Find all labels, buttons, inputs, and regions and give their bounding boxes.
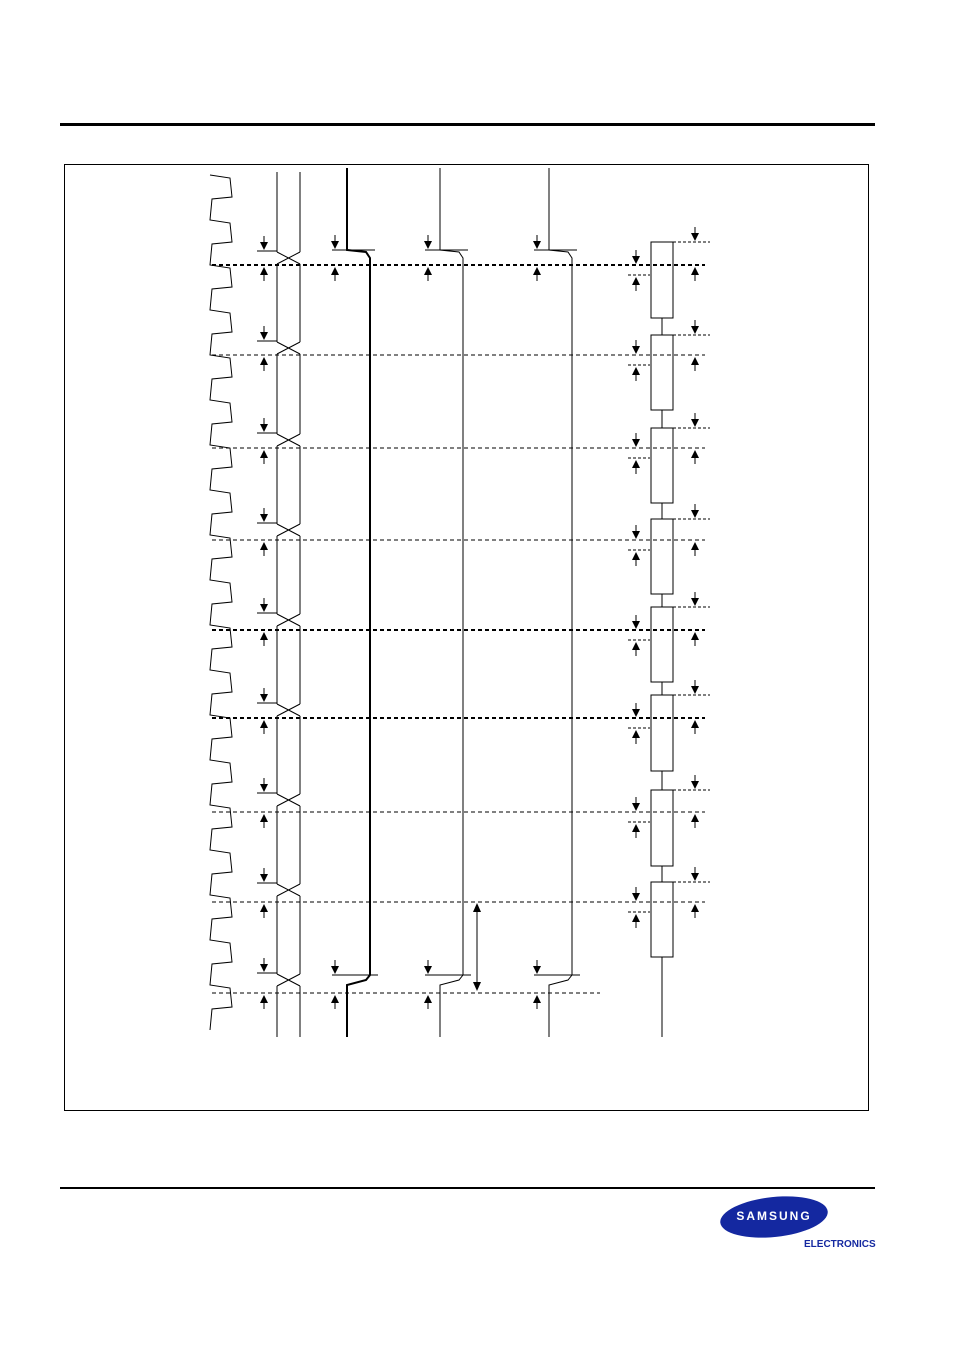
setup-arrow-icon [260, 964, 268, 972]
setup-arrow-icon [691, 510, 699, 518]
hold-arrow-icon [632, 460, 640, 468]
hold-arrow-icon [691, 542, 699, 550]
data-bus-crossing [277, 794, 300, 806]
footer-rule [60, 1187, 875, 1189]
setup-arrow-icon [260, 784, 268, 792]
setup-arrow-icon [691, 781, 699, 789]
hold-arrow-icon [691, 904, 699, 912]
hold-arrow-icon [260, 904, 268, 912]
setup-arrow-icon [260, 424, 268, 432]
hold-arrow-icon [260, 542, 268, 550]
hold-arrow-icon [632, 914, 640, 922]
data-bus-crossing [277, 974, 300, 986]
strobe-box [651, 519, 673, 594]
setup-arrow-icon [260, 514, 268, 522]
hold-arrow-icon [632, 730, 640, 738]
setup-arrow-icon [533, 241, 541, 249]
data-bus-crossing [277, 704, 300, 716]
setup-arrow-icon [632, 893, 640, 901]
data-bus-segment [277, 986, 300, 1037]
setup-arrow-icon [260, 874, 268, 882]
hold-arrow-icon [691, 450, 699, 458]
hold-arrow-icon [691, 720, 699, 728]
data-bus-crossing [277, 884, 300, 896]
hold-arrow-icon [691, 267, 699, 275]
data-bus-segment [277, 446, 300, 524]
setup-arrow-icon [260, 604, 268, 612]
hold-arrow-icon [260, 720, 268, 728]
data-bus-segment [277, 626, 300, 704]
strobe-box [651, 695, 673, 771]
data-bus-crossing [277, 524, 300, 536]
control-signal-waveform [440, 168, 463, 1037]
data-bus-segment [277, 896, 300, 974]
setup-arrow-icon [260, 242, 268, 250]
hold-arrow-icon [260, 357, 268, 365]
strobe-box [651, 428, 673, 503]
hold-arrow-icon [632, 824, 640, 832]
samsung-logo [720, 1197, 876, 1253]
setup-arrow-icon [260, 332, 268, 340]
setup-arrow-icon [691, 686, 699, 694]
logo-subtitle: ELECTRONICS [804, 1239, 876, 1250]
hold-arrow-icon [691, 814, 699, 822]
data-bus-segment [277, 716, 300, 794]
hold-arrow-icon [632, 367, 640, 375]
strobe-box [651, 242, 673, 318]
setup-arrow-icon [632, 709, 640, 717]
setup-arrow-icon [632, 256, 640, 264]
setup-arrow-icon [632, 531, 640, 539]
hold-arrow-icon [691, 632, 699, 640]
data-bus-top [277, 172, 300, 252]
setup-arrow-icon [632, 621, 640, 629]
setup-arrow-icon [331, 241, 339, 249]
hold-arrow-icon [533, 267, 541, 275]
strobe-box [651, 607, 673, 682]
data-bus-crossing [277, 614, 300, 626]
hold-arrow-icon [632, 642, 640, 650]
setup-arrow-icon [691, 873, 699, 881]
setup-arrow-icon [424, 241, 432, 249]
strobe-box [651, 335, 673, 410]
control-signal-waveform [347, 168, 370, 1037]
strobe-box [651, 882, 673, 957]
data-bus-segment [277, 264, 300, 342]
hold-arrow-icon [260, 267, 268, 275]
hold-arrow-icon [331, 995, 339, 1003]
data-bus-crossing [277, 342, 300, 354]
data-bus-segment [277, 354, 300, 434]
setup-arrow-icon [533, 966, 541, 974]
setup-arrow-icon [632, 346, 640, 354]
setup-arrow-icon [331, 966, 339, 974]
hold-arrow-icon [691, 357, 699, 365]
control-signal-waveform [549, 168, 572, 1037]
hold-arrow-icon [424, 995, 432, 1003]
setup-arrow-icon [691, 326, 699, 334]
strobe-box [651, 790, 673, 866]
hold-arrow-icon [331, 267, 339, 275]
hold-arrow-icon [260, 632, 268, 640]
hold-arrow-icon [260, 814, 268, 822]
setup-arrow-icon [632, 439, 640, 447]
hold-arrow-icon [632, 277, 640, 285]
setup-arrow-icon [632, 803, 640, 811]
hold-arrow-icon [533, 995, 541, 1003]
setup-arrow-icon [691, 419, 699, 427]
hold-arrow-icon [424, 267, 432, 275]
setup-arrow-icon [691, 233, 699, 241]
hold-arrow-icon [632, 552, 640, 560]
interval-arrow-up-icon [473, 903, 481, 912]
setup-arrow-icon [691, 598, 699, 606]
data-bus-crossing [277, 252, 300, 264]
hold-arrow-icon [260, 995, 268, 1003]
logo-wordmark: SAMSUNG [736, 1209, 812, 1223]
hold-arrow-icon [260, 450, 268, 458]
setup-arrow-icon [424, 966, 432, 974]
data-bus-segment [277, 806, 300, 884]
data-bus-segment [277, 536, 300, 614]
interval-arrow-down-icon [473, 982, 481, 991]
setup-arrow-icon [260, 694, 268, 702]
data-bus-crossing [277, 434, 300, 446]
